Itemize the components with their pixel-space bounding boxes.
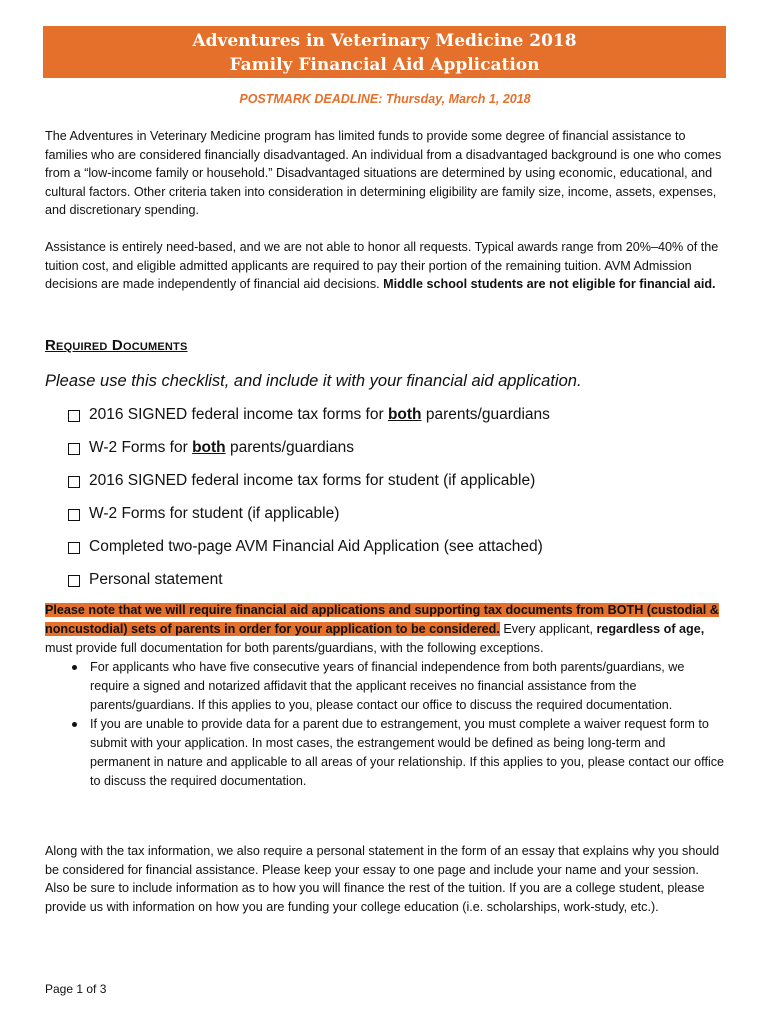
title-line-1: Adventures in Veterinary Medicine 2018 [192,31,577,51]
page-number: Page 1 of 3 [45,982,107,996]
title-line-2: Family Financial Aid Application [229,55,540,75]
title-banner [43,26,726,78]
checklist-item [68,470,550,503]
list-item: If you are unable to provide data for a parent due to estrangement, you must complete a waiver request form to submit with your application. In most cases, the estrangement would be defined as being long-term and permanent in nature and applicable to all areas of your relationship. If this applies to you, please contact our office to discuss the required documentation. [90,715,725,791]
checklist-item [68,437,550,470]
personal-statement-paragraph: Along with the tax information, we also require a personal statement in the form of an essay that explains why you should be considered for financial assistance. Please keep your essay to one page and include your name and your session. Also be sure to include information as to how you will finance the rest of the tuition. If you are a college student, please provide us with information on how you are funding your college education (i.e. scholarships, work-study, etc.). [45,844,720,914]
checkbox[interactable] [68,476,80,488]
checklist-item [68,503,550,536]
age-emphasis: regardless of age, [596,622,705,636]
checklist-item [68,569,550,602]
checkbox[interactable] [68,410,80,422]
exceptions-list [45,658,725,791]
checkbox[interactable] [68,443,80,455]
checklist-item [68,536,550,569]
postmark-deadline: POSTMARK DEADLINE: Thursday, March 1, 2018 [239,92,531,106]
eligibility-note: Middle school students are not eligible for financial aid. [383,277,716,291]
required-documents-heading: Required Documents [45,337,188,354]
checklist-item-label: W-2 Forms for both parents/guardians [89,439,355,456]
checkbox[interactable] [68,575,80,587]
note-paragraph: Please note that we will require financial aid applications and supporting tax documents from BOTH (custodial & noncustodial) sets of parents in order for your application to be considered. Every applicant, regardless of age, must provide full documentation for both parents/guardians, with the following exceptions. [45,603,719,655]
intro-paragraph-1: The Adventures in Veterinary Medicine program has limited funds to provide some degree of financial assistance to families who are considered financially disadvantaged. An individual from a disadvantaged background is one who comes from a “low-income family or household.” Disadvantaged situations are determined by using economic, educational, and cultural factors. Other criteria taken into consideration in determining eligibility are family size, income, assets, expenses, and discretionary spending. [45,129,722,217]
list-item: For applicants who have five consecutive years of financial independence from both parents/guardians, we require a signed and notarized affidavit that the applicant receives no financial assistance from the parents/guardians. If this applies to you, please contact our office to discuss the required documentation. [90,658,725,715]
highlighted-requirement: Please note that we will require financial aid applications and supporting tax documents from BOTH (custodial & noncustodial) sets of parents in order for your application to be considered. [45,603,719,636]
document-checklist [68,404,550,602]
checklist-item-label: Completed two-page AVM Financial Aid Application (see attached) [89,538,543,555]
checklist-item-label: Personal statement [89,571,223,588]
checklist-instruction: Please use this checklist, and include it with your financial aid application. [45,372,582,390]
checklist-item [68,404,550,437]
intro-paragraph-2-text: Assistance is entirely need-based, and we are not able to honor all requests. Typical awards range from 20%–40% of the tuition cost, and eligible admitted applicants are required to pay their portion of the remaining tuition. AVM Admission decisions are made independently of financial aid decisions. [45,240,719,291]
checklist-item-label: 2016 SIGNED federal income tax forms for student (if applicable) [89,472,536,489]
parent-documentation-note [45,601,725,791]
checklist-item-label: 2016 SIGNED federal income tax forms for both parents/guardians [89,406,550,423]
checkbox[interactable] [68,542,80,554]
checklist-item-label: W-2 Forms for student (if applicable) [89,505,340,522]
intro-paragraph-2 [45,238,725,294]
checkbox[interactable] [68,509,80,521]
